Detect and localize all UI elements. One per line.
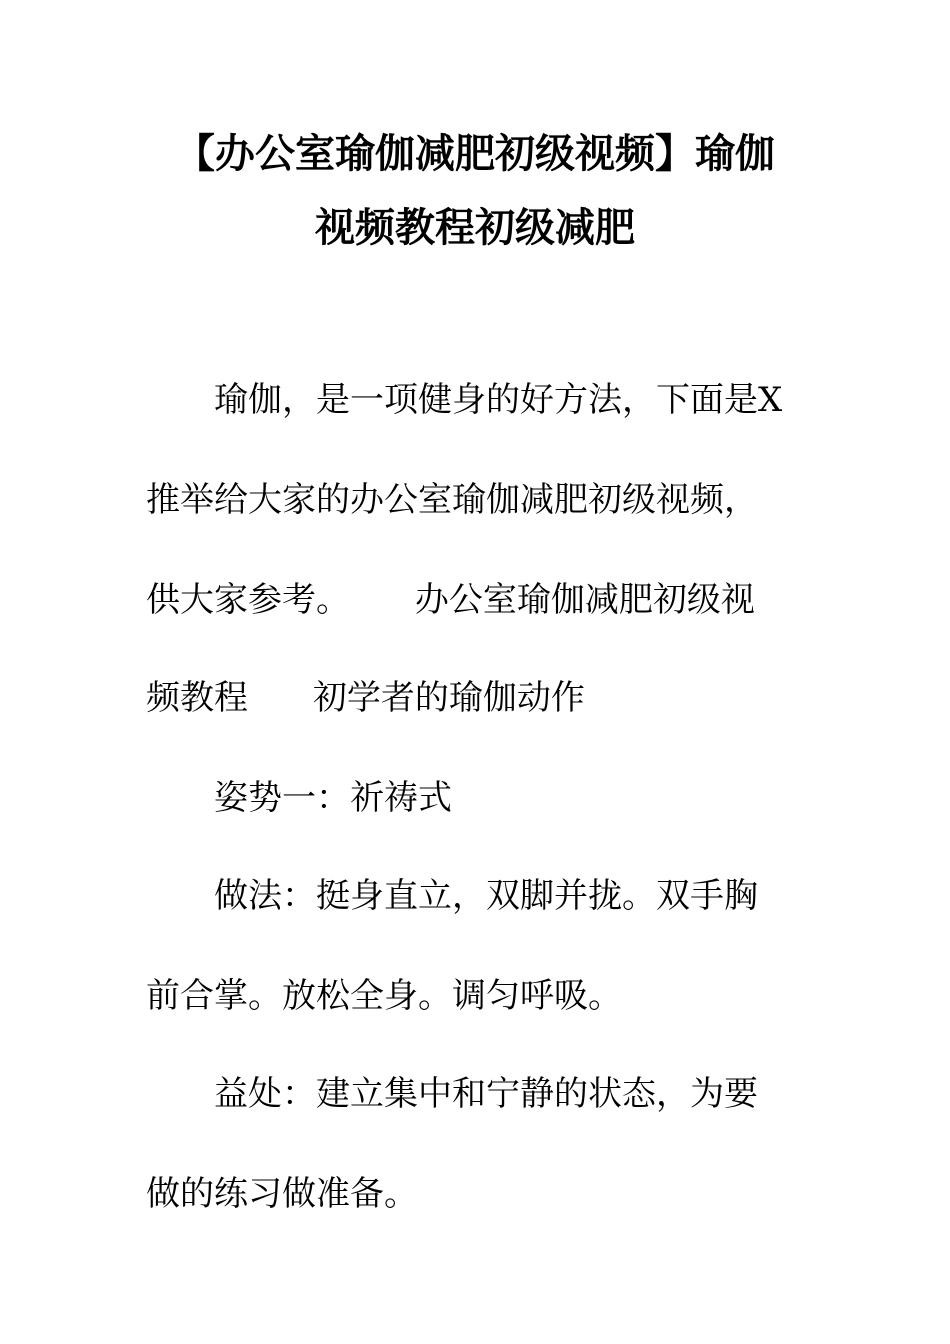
paragraph-line: 姿势一：祈祷式	[214, 778, 452, 818]
paragraph-line: 推举给大家的办公室瑜伽减肥初级视频，	[146, 480, 758, 520]
document-title-line-1: 【办公室瑜伽减肥初级视频】瑜伽	[175, 130, 775, 177]
paragraph-line: 益处：建立集中和宁静的状态，为要	[214, 1074, 758, 1114]
document-title-line-2: 视频教程初级减肥	[315, 204, 635, 251]
paragraph-line: 做法：挺身直立，双脚并拢。双手胸	[214, 876, 758, 916]
paragraph-line: 瑜伽，是一项健身的好方法，下面是X	[214, 380, 783, 420]
paragraph-line: 供大家参考。 办公室瑜伽减肥初级视	[146, 580, 755, 620]
paragraph-line: 做的练习做准备。	[146, 1174, 418, 1214]
paragraph-line: 频教程 初学者的瑜伽动作	[146, 678, 585, 718]
paragraph-line: 前合掌。放松全身。调匀呼吸。	[146, 976, 622, 1016]
